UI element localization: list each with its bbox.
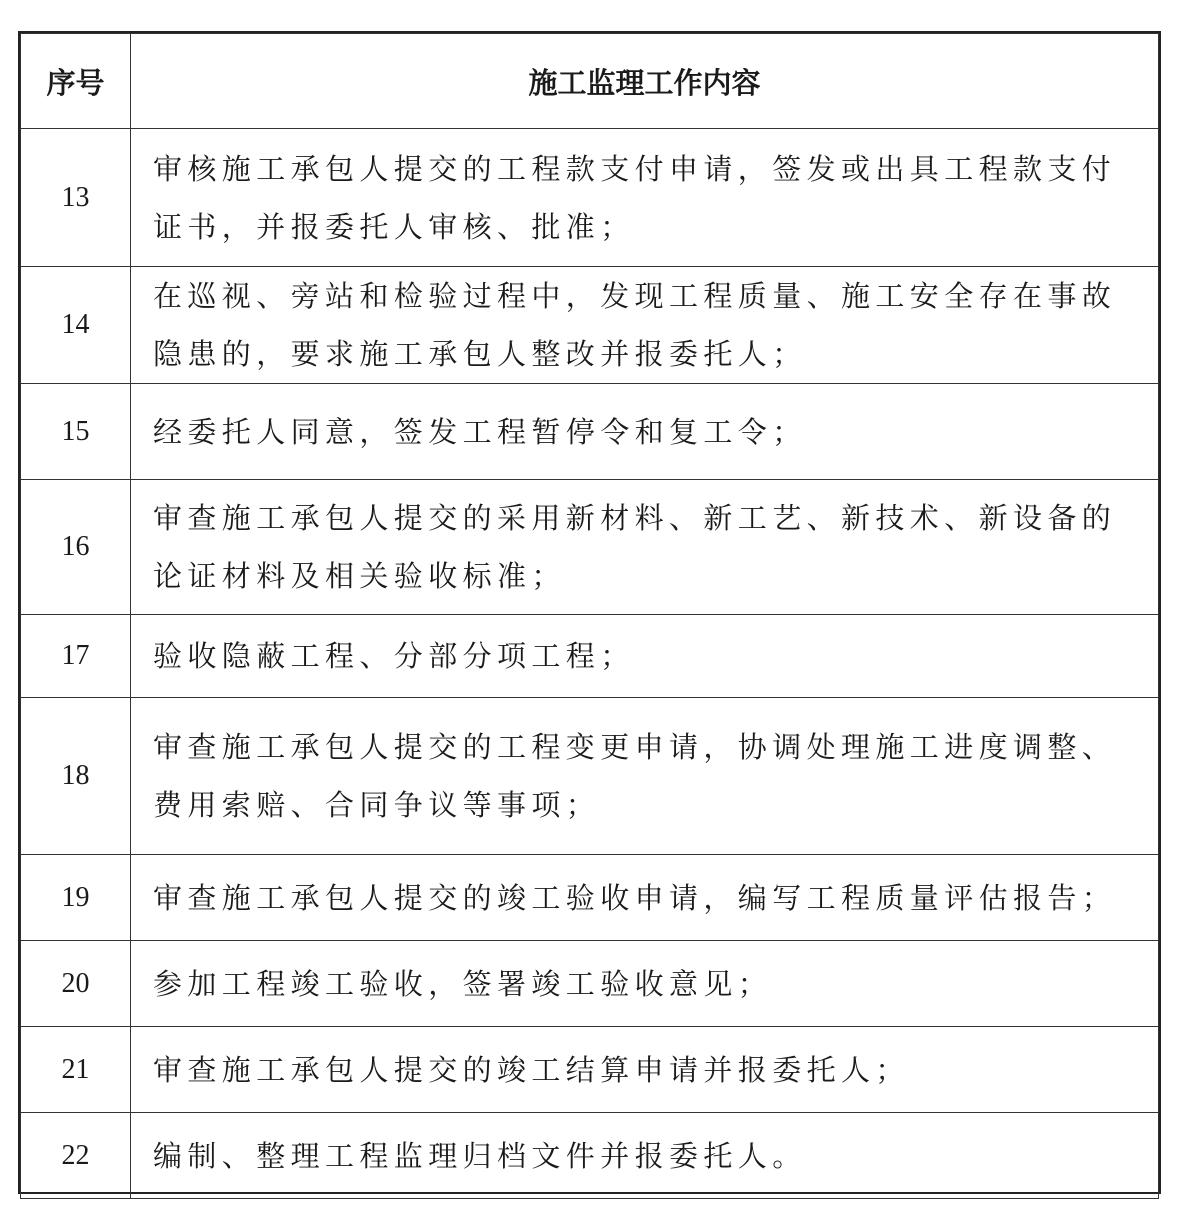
row-content: 参加工程竣工验收，签署竣工验收意见；	[131, 941, 1159, 1027]
row-index: 22	[21, 1113, 131, 1199]
row-content: 审查施工承包人提交的竣工验收申请，编写工程质量评估报告；	[131, 855, 1159, 941]
header-index: 序号	[21, 34, 131, 129]
row-index: 18	[21, 698, 131, 855]
table-row	[21, 267, 1159, 384]
table-row	[21, 1027, 1159, 1113]
row-content: 审核施工承包人提交的工程款支付申请，签发或出具工程款支付证书，并报委托人审核、批准；	[131, 129, 1159, 267]
row-content: 编制、整理工程监理归档文件并报委托人。	[131, 1113, 1159, 1199]
header-content: 施工监理工作内容	[131, 34, 1159, 129]
row-index: 19	[21, 855, 131, 941]
row-index: 14	[21, 267, 131, 384]
table-row	[21, 615, 1159, 698]
table-row	[21, 129, 1159, 267]
row-index: 16	[21, 480, 131, 615]
table-row	[21, 698, 1159, 855]
table-row	[21, 1113, 1159, 1199]
row-content: 审查施工承包人提交的竣工结算申请并报委托人；	[131, 1027, 1159, 1113]
supervision-table-container	[18, 31, 1161, 1194]
table-row	[21, 941, 1159, 1027]
row-index: 20	[21, 941, 131, 1027]
row-content: 经委托人同意，签发工程暂停令和复工令；	[131, 384, 1159, 480]
supervision-work-table	[20, 33, 1159, 1199]
table-row	[21, 855, 1159, 941]
row-index: 15	[21, 384, 131, 480]
row-content: 在巡视、旁站和检验过程中，发现工程质量、施工安全存在事故隐患的，要求施工承包人整改并报委托人；	[131, 267, 1159, 384]
row-content: 验收隐蔽工程、分部分项工程；	[131, 615, 1159, 698]
row-index: 21	[21, 1027, 131, 1113]
header-row	[21, 34, 1159, 129]
row-content: 审查施工承包人提交的采用新材料、新工艺、新技术、新设备的论证材料及相关验收标准；	[131, 480, 1159, 615]
row-index: 13	[21, 129, 131, 267]
row-content: 审查施工承包人提交的工程变更申请，协调处理施工进度调整、费用索赔、合同争议等事项；	[131, 698, 1159, 855]
table-row	[21, 384, 1159, 480]
table-row	[21, 480, 1159, 615]
row-index: 17	[21, 615, 131, 698]
